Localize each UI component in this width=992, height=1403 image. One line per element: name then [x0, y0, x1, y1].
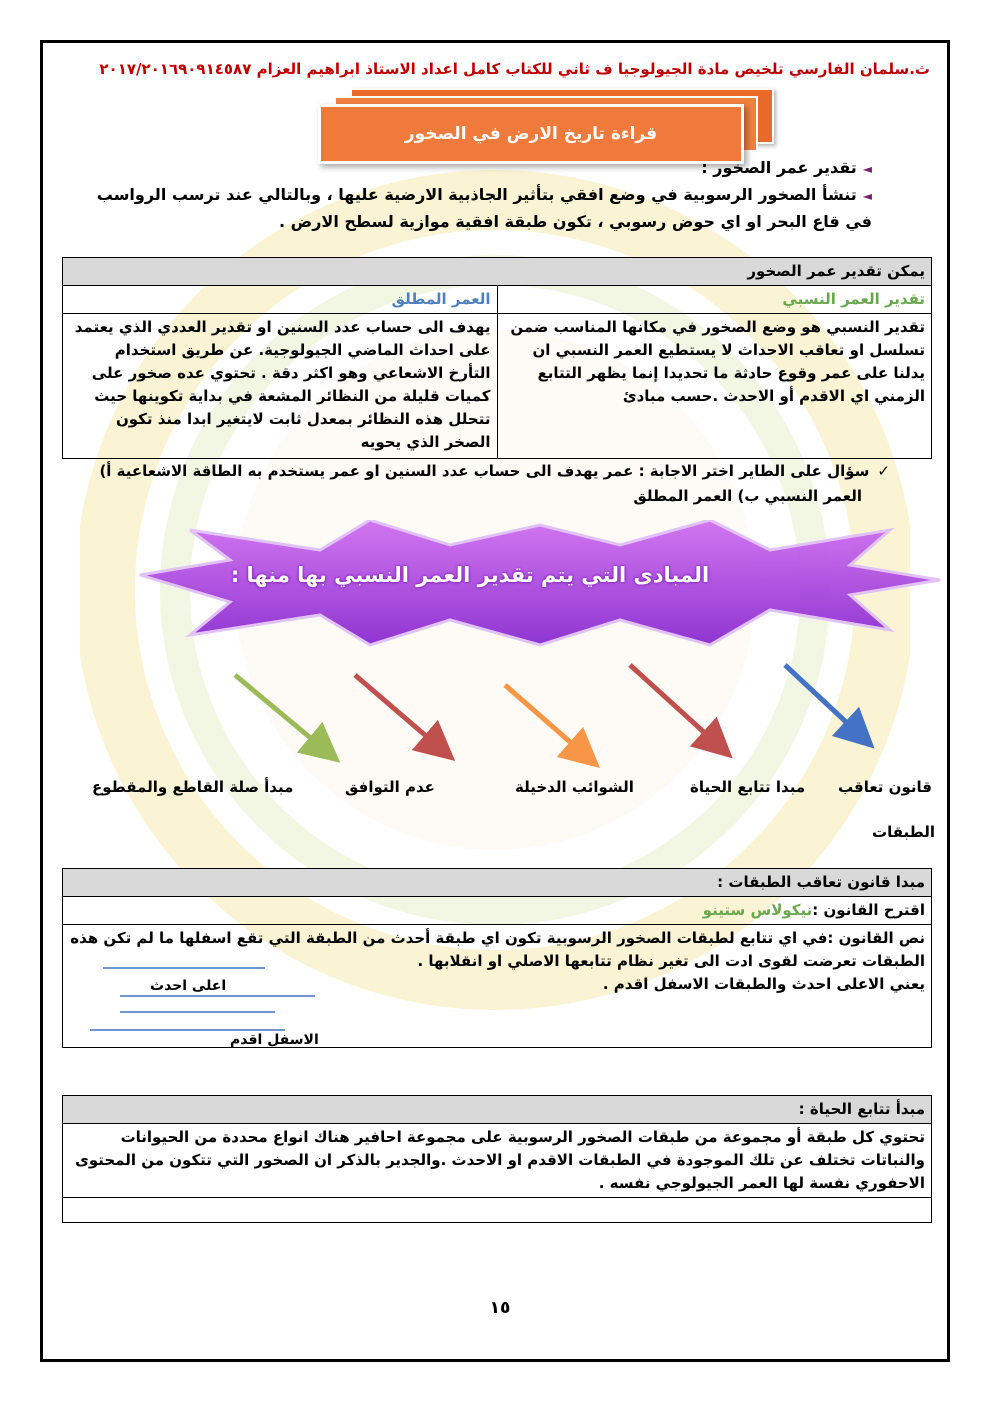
bullet-arrow-icon: ◄	[862, 189, 872, 203]
principle-cross-cutting: مبدأ صلة القاطع والمقطوع	[92, 778, 294, 796]
page-header	[100, 60, 930, 84]
bullet-1: ◄تقدير عمر الصخور :	[701, 158, 872, 177]
layer-top-label: اعلى احدث	[150, 978, 227, 994]
proposer-name: نيكولاس ستينو	[702, 901, 813, 919]
superposition-proposer: اقترح القانون :نيكولاس ستينو	[63, 897, 932, 925]
faunal-body: تحتوي كل طبقة أو مجموعة من طبقات الصخور الرسوبية على مجموعة احافير هناك انواع محددة من الحيوانات والنباتات تختلف عن تلك الموجودة في الطبقات الاقدم او الاحدث .والجدير بالذكر ان الصخور التي تتكون من المحتوى الاحفوري نفسة لها العمر الجيولوجي نفسه .	[63, 1124, 932, 1198]
principle-superposition: قانون تعاقب	[838, 778, 932, 796]
header-author: ث.سلمان الفارسي تلخيص مادة الجيولوجيا ف ثاني للكتاب كامل اعداد الاستاذ ابراهيم العزام ٩٠٩١٤٥٨٧	[178, 60, 930, 78]
bullet-2: ◄تنشأ الصخور الرسوبية في وضع افقي بتأثير الجاذبية الارضية عليها ، وبالتالي عند ترسب الرواسب في قاع البحر او اي حوض رسوبي ، تكون طبقة افقية موازية لسطح الارض .	[96, 185, 872, 231]
principle-arrows	[230, 660, 880, 770]
absolute-age-title: العمر المطلق	[63, 286, 498, 314]
principle-inclusions: الشوائب الدخيلة	[515, 778, 634, 796]
principle-superposition-wrap: الطبقات	[872, 823, 936, 841]
rock-age-table	[62, 257, 932, 459]
quick-question: ✓سؤال على الطاير اختر الاجابة : عمر يهدف الى حساب عدد السنين او عمر يستخدم به الطاقة الاشعاعية أ) العمر النسبي ب) العمر المطلق	[99, 462, 890, 505]
superposition-header: مبدا قانون تعاقب الطبقات :	[63, 869, 932, 897]
banner-title: قراءة تاريخ الارض في الصخور	[404, 124, 658, 144]
page-number: ١٥	[489, 1298, 511, 1318]
faunal-empty-row	[63, 1198, 932, 1223]
arrow-1	[785, 665, 860, 735]
relative-age-text: تقدير النسبي هو وضع الصخور في مكانها المناسب ضمن تسلسل او تعاقب الاحداث لا يستطيع العمر النسبي ان يدلنا على عمر وقوع حادثة ما تحديدا إنما يظهر التتابع الزمني اي الاقدم أو الاحدث .حسب مبادئ	[497, 314, 932, 459]
arrow-3	[505, 685, 585, 755]
check-icon: ✓	[877, 462, 890, 480]
absolute-age-text: يهدف الى حساب عدد السنين او تقدير العددي الذي يعتمد على احداث الماضي الجيولوجية. عن طريق استخدام التأرخ الاشعاعي وهو اكثر دقة . تحتوي عده صخور على كميات قليلة من النظائر المشعة في بداية تكوينها حيث تتحلل هذه النظائر بمعدل ثابت لايتغير ابدا منذ تكون الصخر الذي يحويه	[63, 314, 498, 459]
faunal-header: مبدأ تتابع الحياة :	[63, 1096, 932, 1124]
principles-title: المبادى التي يتم تقدير العمر النسبي بها منها :	[230, 563, 710, 587]
faunal-table	[62, 1095, 932, 1223]
bullet-arrow-icon: ◄	[862, 162, 872, 176]
rock-age-table-header: يمكن تقدير عمر الصخور	[63, 258, 932, 286]
superposition-body: نص القانون :في اي تتابع لطبقات الصخور الرسوبية تكون اي طبقة أحدث من الطبقة التي تقع اسفلها ما لم تكن هذه الطبقات تعرضت لقوى ادت الى تغير نظام تتابعها الاصلي او انقلابها . يعني الاعلى احدث والطبقات الاسفل اقدم .	[63, 925, 932, 1048]
arrow-4	[355, 675, 440, 748]
arrow-5	[235, 675, 325, 750]
layers-diagram	[85, 960, 325, 1040]
relative-age-title: تقدير العمر النسبي	[497, 286, 932, 314]
header-year: ٢٠١٧/٢٠١٦	[99, 60, 179, 78]
principle-unconformity: عدم التوافق	[345, 778, 435, 796]
principle-faunal-succession: مبدا تتابع الحياة	[690, 778, 806, 796]
layer-bottom-label: الاسفل اقدم	[230, 1032, 319, 1048]
arrow-2	[630, 665, 718, 745]
